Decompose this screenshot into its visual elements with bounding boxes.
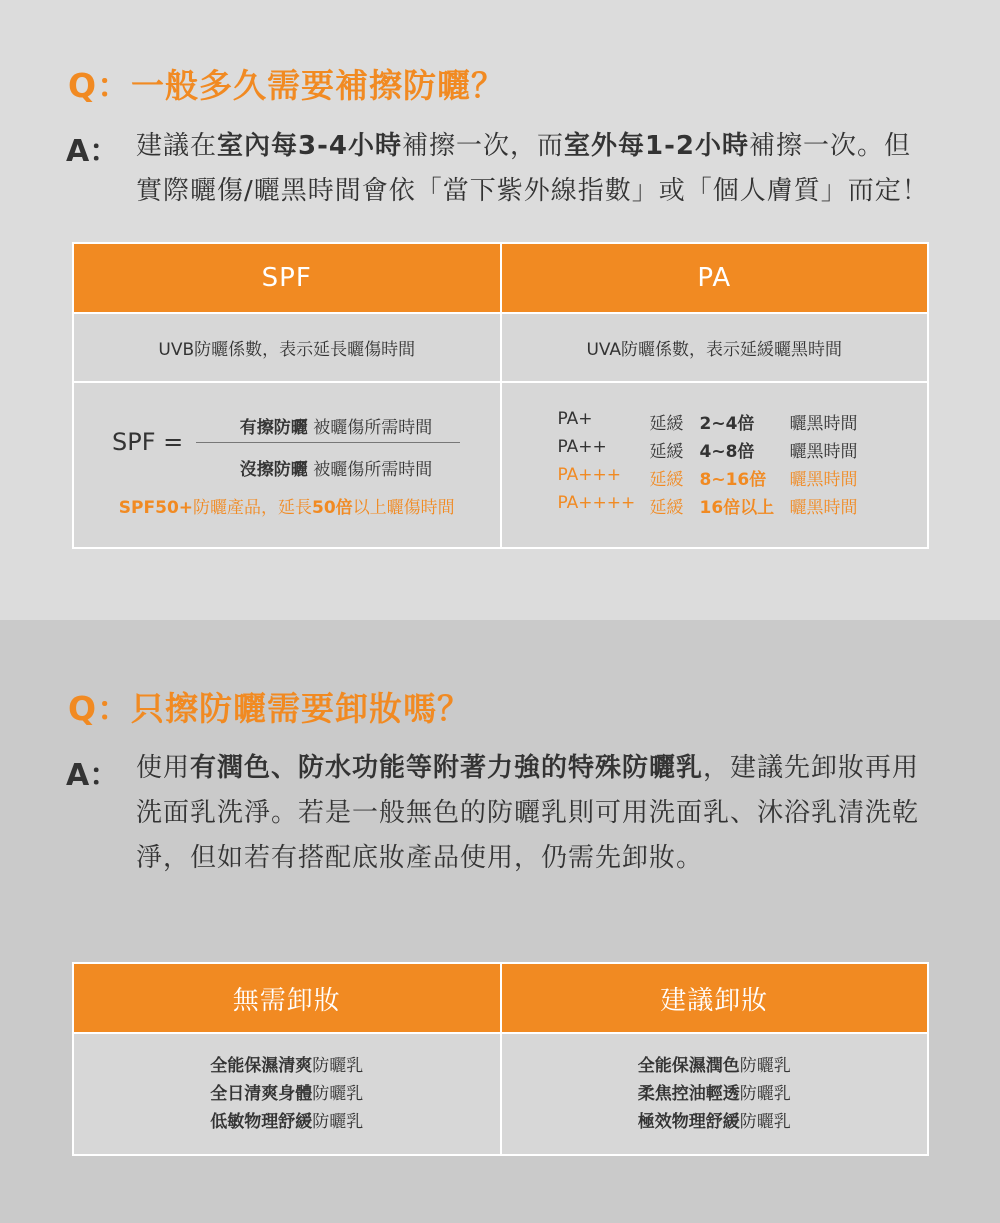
numerator-rest: 被曬傷所需時間 xyxy=(307,418,433,438)
question-removal: Q：只擦防曬需要卸妝嗎？ xyxy=(68,689,472,728)
answer-reapply xyxy=(136,124,936,214)
pa-amount: 16倍以上 xyxy=(699,498,775,518)
list-item xyxy=(638,1052,791,1080)
list-item xyxy=(210,1080,363,1108)
formula-lhs: SPF = xyxy=(112,428,184,456)
removal-cell xyxy=(501,1033,929,1155)
header-spf: SPF xyxy=(73,243,501,313)
pa-level: PA+ xyxy=(557,409,593,429)
fraction-line xyxy=(196,442,460,443)
pa-definition: UVA防曬係數，表示延緩曬黑時間 xyxy=(501,313,929,382)
pa-level: PA++++ xyxy=(557,493,636,513)
product-name: 全能保濕潤色 xyxy=(637,1056,740,1076)
note-part: 50倍 xyxy=(312,498,353,518)
pa-level: PA+++ xyxy=(557,465,622,485)
list-item xyxy=(210,1108,363,1136)
spf-definition: UVB防曬係數，表示延長曬傷時間 xyxy=(73,313,501,382)
pa-effect: 曬黑時間 xyxy=(789,442,858,462)
numerator-bold: 有擦防曬 xyxy=(239,418,308,438)
no-removal-cell xyxy=(73,1033,501,1155)
pa-verb: 延緩 xyxy=(649,470,684,490)
header-pa: PA xyxy=(501,243,929,313)
denominator-rest: 被曬傷所需時間 xyxy=(307,460,433,480)
pa-effect: 曬黑時間 xyxy=(789,414,858,434)
product-type: 防曬乳 xyxy=(739,1112,791,1132)
answer-part: 使用 xyxy=(136,753,191,783)
answer-bold-indoor: 室內每3-4小時 xyxy=(217,131,402,161)
header-removal: 建議卸妝 xyxy=(501,963,929,1033)
pa-amount: 2~4倍 xyxy=(699,414,755,434)
product-name: 柔焦控油輕透 xyxy=(637,1084,740,1104)
pa-verb: 延緩 xyxy=(649,498,684,518)
answer-part: 補擦一次。但實際曬傷/曬黑時間會依「當下紫外線指數」或「個人膚質」而定！ xyxy=(136,131,929,206)
product-name: 極效物理舒緩 xyxy=(637,1112,740,1132)
answer-part: 建議在 xyxy=(136,131,218,161)
spf50-note xyxy=(74,493,500,518)
note-part: 以上曬傷時間 xyxy=(352,498,455,518)
pa-level: PA++ xyxy=(557,437,607,457)
list-item xyxy=(210,1052,363,1080)
list-item xyxy=(638,1080,791,1108)
pa-levels-cell xyxy=(501,382,929,548)
product-type: 防曬乳 xyxy=(739,1084,791,1104)
answer-label: A： xyxy=(66,134,120,169)
product-type: 防曬乳 xyxy=(312,1084,364,1104)
answer-removal xyxy=(136,746,936,881)
answer-bold-outdoor: 室外每1-2小時 xyxy=(564,131,749,161)
formula-denominator xyxy=(214,455,458,480)
spf-formula-cell xyxy=(73,382,501,548)
answer-part: ，建議先卸妝再用洗面乳洗淨。若是一般無色的防曬乳則可用洗面乳、沐浴乳清洗乾淨，但如若有搭配底妝產品使用，仍需先卸妝。 xyxy=(136,753,920,873)
formula-numerator xyxy=(214,413,458,438)
pa-effect: 曬黑時間 xyxy=(789,498,858,518)
denominator-bold: 沒擦防曬 xyxy=(239,460,308,480)
product-name: 全能保濕清爽 xyxy=(210,1056,313,1076)
spf-pa-table xyxy=(72,242,929,549)
answer-label: A： xyxy=(66,758,120,793)
product-name: 低敏物理舒緩 xyxy=(210,1112,313,1132)
pa-effect: 曬黑時間 xyxy=(789,470,858,490)
product-type: 防曬乳 xyxy=(739,1056,791,1076)
no-removal-list xyxy=(210,1052,363,1136)
removal-table xyxy=(72,962,929,1156)
note-part: SPF50+ xyxy=(118,498,194,518)
question-reapply: Q：一般多久需要補擦防曬？ xyxy=(68,66,506,105)
header-no-removal: 無需卸妝 xyxy=(73,963,501,1033)
product-name: 全日清爽身體 xyxy=(210,1084,313,1104)
answer-bold-special: 有潤色、防水功能等附著力強的特殊防曬乳 xyxy=(190,753,704,783)
removal-list xyxy=(638,1052,791,1136)
pa-amount: 4~8倍 xyxy=(699,442,755,462)
pa-verb: 延緩 xyxy=(649,442,684,462)
product-type: 防曬乳 xyxy=(312,1056,364,1076)
pa-levels-list xyxy=(502,383,928,547)
note-part: 防曬產品，延長 xyxy=(193,498,313,518)
list-item xyxy=(638,1108,791,1136)
makeup-removal-section xyxy=(0,620,1000,1223)
product-type: 防曬乳 xyxy=(312,1112,364,1132)
pa-amount: 8~16倍 xyxy=(699,470,767,490)
spf-formula xyxy=(74,383,500,547)
answer-part: 補擦一次，而 xyxy=(402,131,565,161)
pa-verb: 延緩 xyxy=(649,414,684,434)
